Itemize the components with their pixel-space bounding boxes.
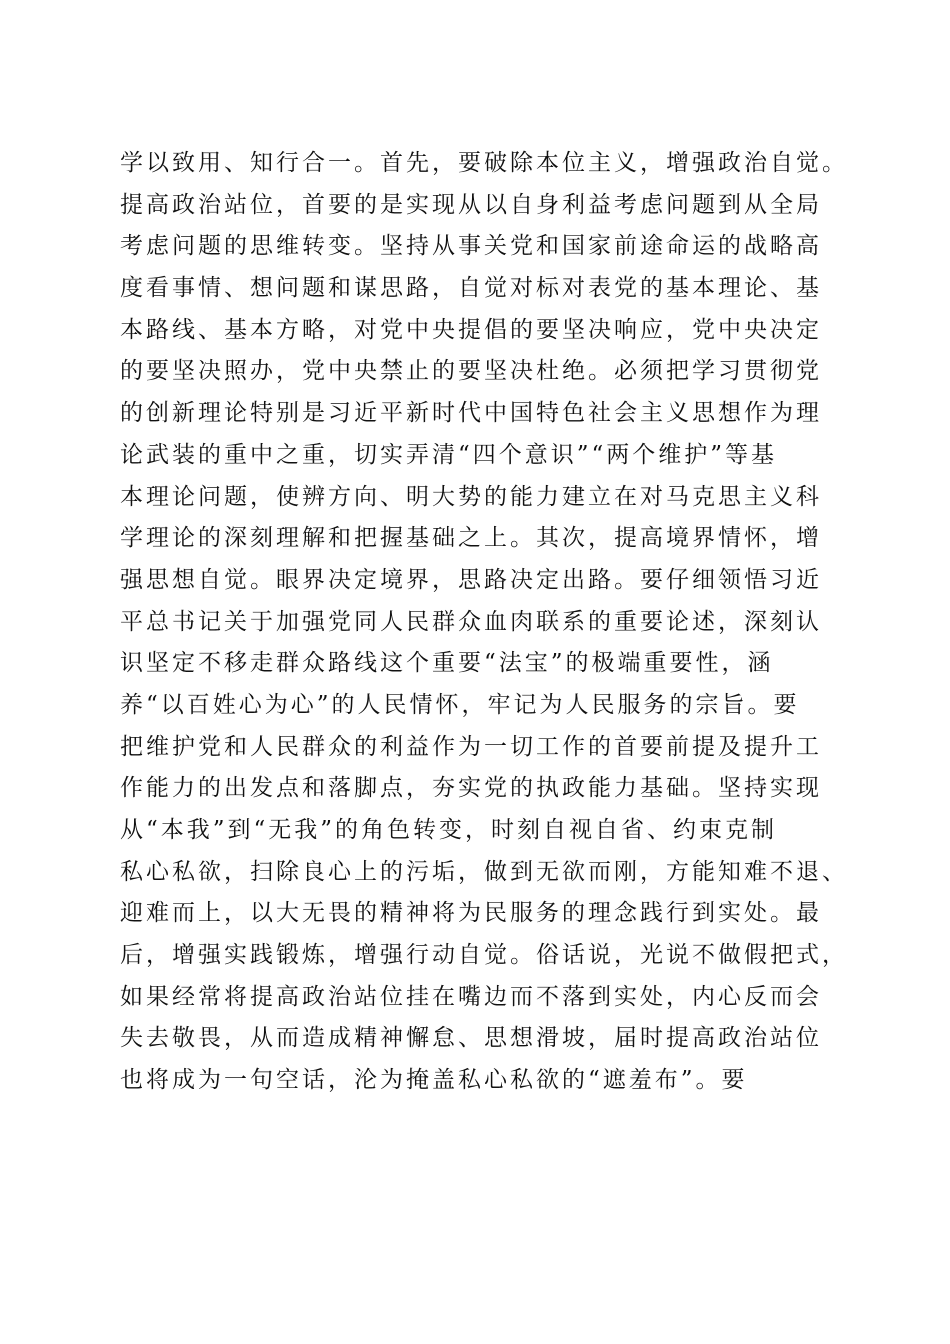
- text-line: 强思想自觉。眼界决定境界，思路决定出路。要仔细领悟习近: [120, 566, 822, 593]
- text-line: 本路线、基本方略，对党中央提倡的要坚决响应，党中央决定: [120, 316, 822, 343]
- text-line: 从“本我”到“无我”的角色转变，时刻自视自省、约束克制: [120, 817, 778, 843]
- text-line: 学理论的深刻理解和把握基础之上。其次，提高境界情怀，增: [120, 525, 822, 552]
- text-line: 平总书记关于加强党同人民群众血肉联系的重要论述，深刻认: [120, 608, 822, 635]
- text-line: 把维护党和人民群众的利益作为一切工作的首要前提及提升工: [120, 733, 822, 760]
- text-line: 提高政治站位，首要的是实现从以自身利益考虑问题到从全局: [120, 191, 822, 218]
- text-line: 识坚定不移走群众路线这个重要“法宝”的极端重要性，涵: [120, 650, 774, 677]
- text-line: 也将成为一句空话，沦为掩盖私心私欲的“遮羞布”。要: [120, 1067, 748, 1094]
- text-line: 后，增强实践锻炼，增强行动自觉。俗话说，光说不做假把式，: [120, 942, 848, 969]
- text-line: 迎难而上，以大无畏的精神将为民服务的理念践行到实处。最: [120, 900, 822, 927]
- text-line: 的创新理论特别是习近平新时代中国特色社会主义思想作为理: [120, 400, 822, 427]
- text-line: 考虑问题的思维转变。坚持从事关党和国家前途命运的战略高: [120, 233, 822, 260]
- text-line: 作能力的出发点和落脚点，夯实党的执政能力基础。坚持实现: [120, 775, 822, 802]
- text-line: 论武装的重中之重，切实弄清“四个意识”“两个维护”等基: [120, 441, 778, 468]
- body-paragraph: [120, 143, 848, 1102]
- text-line: 失去敬畏，从而造成精神懈怠、思想滑坡，届时提高政治站位: [120, 1025, 822, 1052]
- text-line: 私心私欲，扫除良心上的污垢，做到无欲而刚，方能知难不退、: [120, 858, 848, 885]
- text-line: 的要坚决照办，党中央禁止的要坚决杜绝。必须把学习贯彻党: [120, 358, 822, 385]
- text-line: 度看事情、想问题和谋思路，自觉对标对表党的基本理论、基: [120, 275, 822, 302]
- text-line: 学以致用、知行合一。首先，要破除本位主义，增强政治自觉。: [120, 150, 848, 176]
- text-line: 本理论问题，使辨方向、明大势的能力建立在对马克思主义科: [120, 483, 822, 510]
- text-line: 养“以百姓心为心”的人民情怀，牢记为人民服务的宗旨。要: [120, 691, 800, 718]
- text-line: 如果经常将提高政治站位挂在嘴边而不落到实处，内心反而会: [120, 983, 822, 1010]
